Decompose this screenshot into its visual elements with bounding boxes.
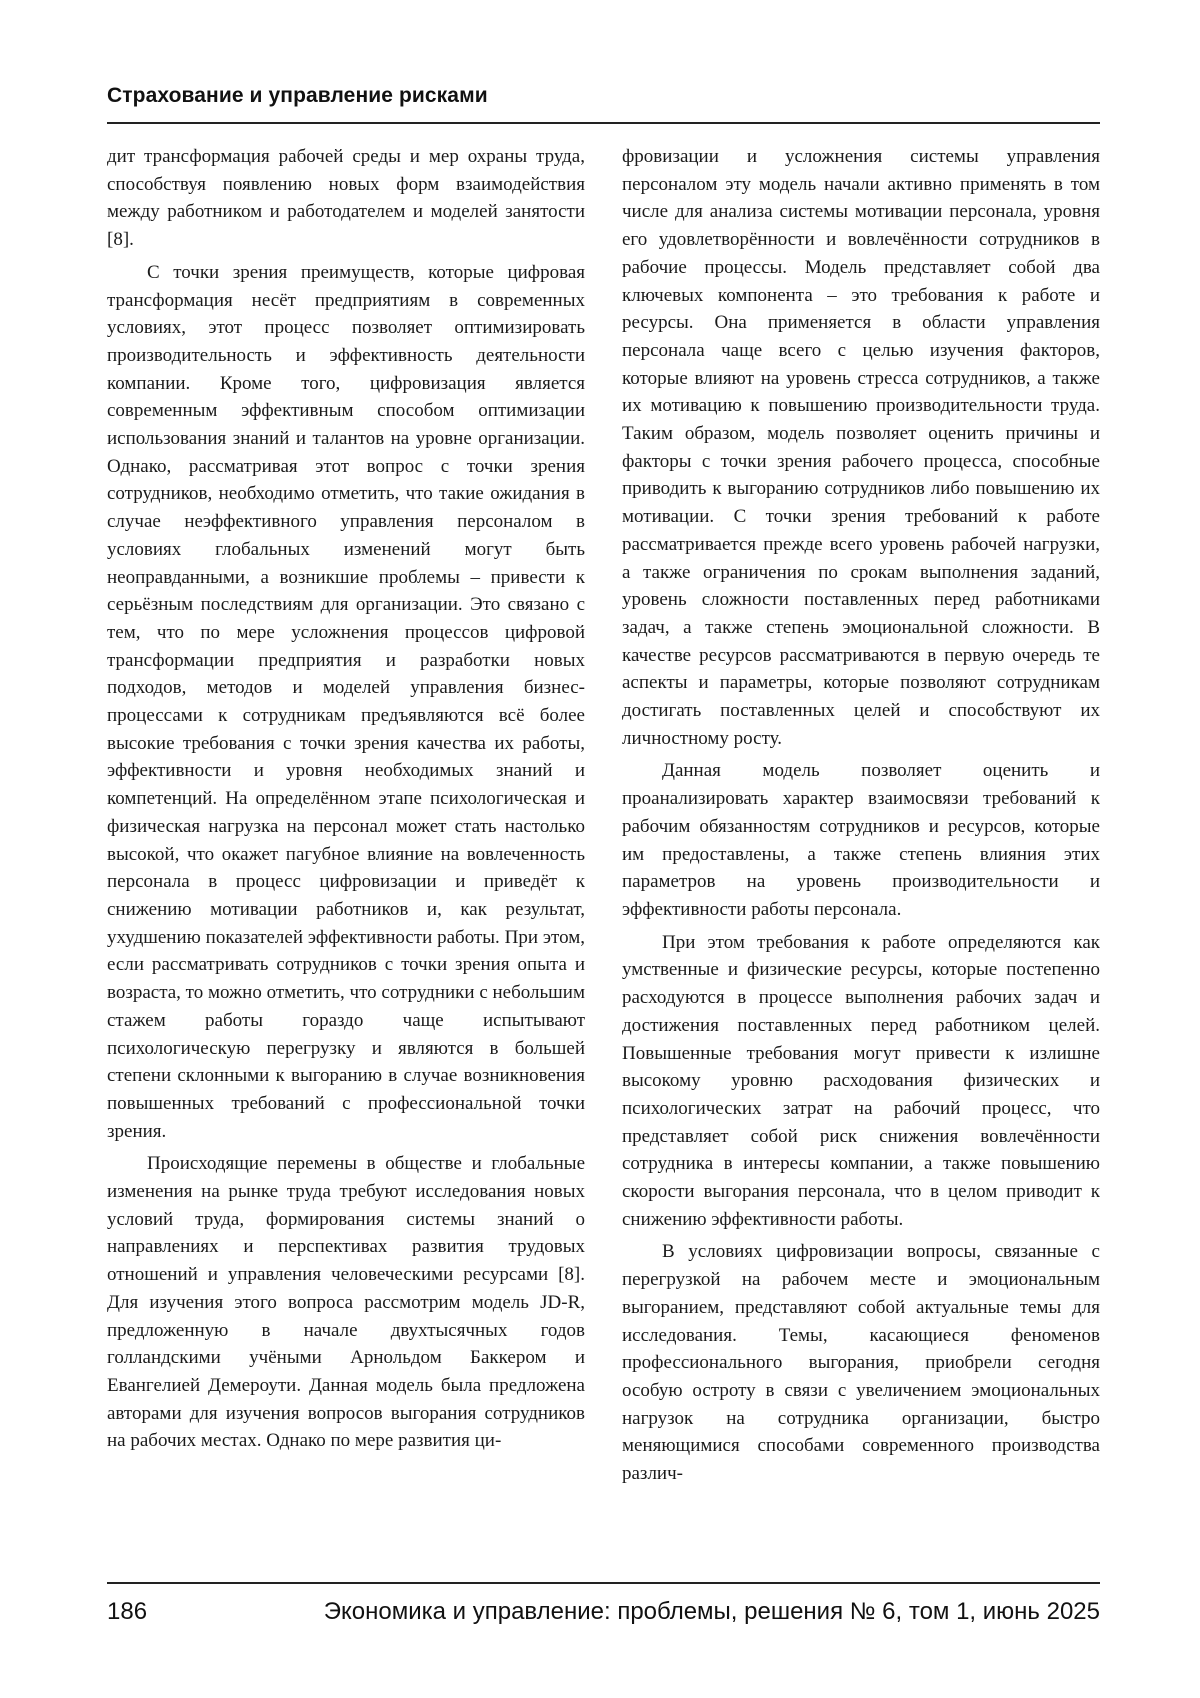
left-paragraph-2: С точки зрения преимуществ, которые цифровая трансформация несёт предприятиям в современных условиях, этот процесс позволяет оптимизировать производительность и эффективность деятельности компании. Кроме того, цифровизация является современным эффективным способом оптимизации использования знаний и талантов на уровне организации. Однако, рассматривая этот вопрос с точки зрения сотрудников, необходимо отметить, что такие ожидания в случае неэффективного управления персоналом в условиях глобальных изменений могут быть неоправданными, а возникшие проблемы – привести к серьёзным последствиям для организации. Это связано с тем, что по мере усложнения процессов цифровой трансформации предприятия и разработки новых подходов, методов и моделей управления бизнес-процессами к сотрудникам предъявляются всё более высокие требования с точки зрения качества их работы, эффективности и уровня необходимых знаний и компетенций. На определённом этапе психологическая и физическая нагрузка на персонал может стать настолько высокой, что окажет пагубное влияние на вовлеченность персонала в процесс цифровизации и приведёт к снижению мотивации работников и, как результат, ухудшению показателей эффективности работы. При этом, если рассматривать сотрудников с точки зрения опыта и возраста, то можно отметить, что сотрудники с небольшим стажем работы гораздо чаще испытывают психологическую перегрузку и являются в большей степени склонными к выгоранию в случае возникновения повышенных требований с профессиональной точки зрения.	[107, 261, 585, 1142]
right-paragraph-3: При этом требования к работе определяются как умственные и физические ресурсы, которые постепенно расходуются в процессе выполнения рабочих задач и достижения поставленных перед работником целей. Повышенные требования могут привести к излишне высокому уровню расходования физических и психологических затрат на рабочий процесс, что представляет собой риск снижения вовлечённости сотрудника в интересы компании, а также повышению скорости выгорания персонала, что в целом приводит к снижению эффективности работы.	[622, 931, 1100, 1230]
journal-issue-title: Экономика и управление: проблемы, решения № 6, том 1, июнь 2025	[323, 1598, 1100, 1625]
right-paragraph-2: Данная модель позволяет оценить и проанализировать характер взаимосвязи требований к рабочим обязанностям сотрудников и ресурсов, которые им предоставлены, а также степень влияния этих параметров на уровень производительности и эффективности работы персонала.	[622, 760, 1100, 920]
header-rule	[107, 122, 1100, 124]
left-paragraph-3: Происходящие перемены в обществе и глобальные изменения на рынке труда требуют исследования новых условий труда, формирования системы знаний о направлениях и перспективах развития трудовых отношений и управления человеческими ресурсами [8]. Для изучения этого вопроса рассмотрим модель JD-R, предложенную в начале двухтысячных годов голландскими учёными Арнольдом Баккером и Евангелией Демероути. Данная модель была предложена авторами для изучения вопросов выгорания сотрудников на рабочих местах. Однако по мере развития ци-	[107, 1153, 585, 1452]
running-head-section-title: Страхование и управление рисками	[107, 84, 488, 107]
right-column	[622, 143, 1100, 1571]
right-paragraph-1: фровизации и усложнения системы управления персоналом эту модель начали активно применять в том числе для анализа системы мотивации персонала, уровня его удовлетворённости и вовлечённости сотрудников в рабочие процессы. Модель представляет собой два ключевых компонента – это требования к работе и ресурсы. Она применяется в области управления персонала чаще всего с целью изучения факторов, которые влияют на уровень стресса сотрудников, а также их мотивацию к повышению производительности труда. Таким образом, модель позволяет оценить причины и факторы с точки зрения рабочего процесса, способные приводить к выгоранию сотрудников либо повышению их мотивации. С точки зрения требований к работе рассматривается прежде всего уровень рабочей нагрузки, а также ограничения по срокам выполнения заданий, уровень сложности поставленных перед работниками задач, а также степень эмоциональной сложности. В качестве ресурсов рассматриваются в первую очередь те аспекты и параметры, которые позволяют сотрудникам достигать поставленных целей и способствуют их личностному росту.	[622, 146, 1100, 749]
right-paragraph-4: В условиях цифровизации вопросы, связанные с перегрузкой на рабочем месте и эмоциональным выгоранием, представляют собой актуальные темы для исследования. Темы, касающиеся феноменов профессионального выгорания, приобрели сегодня особую остроту в связи с увеличением эмоциональных нагрузок на сотрудника организации, быстро меняющимися способами современного производства различ-	[622, 1241, 1100, 1485]
left-paragraph-1: дит трансформация рабочей среды и мер охраны труда, способствуя появлению новых форм взаимодействия между работником и работодателем и моделей занятости [8].	[107, 146, 585, 251]
page-number: 186	[107, 1598, 148, 1625]
footer-rule	[107, 1582, 1100, 1584]
left-column	[107, 143, 585, 1571]
